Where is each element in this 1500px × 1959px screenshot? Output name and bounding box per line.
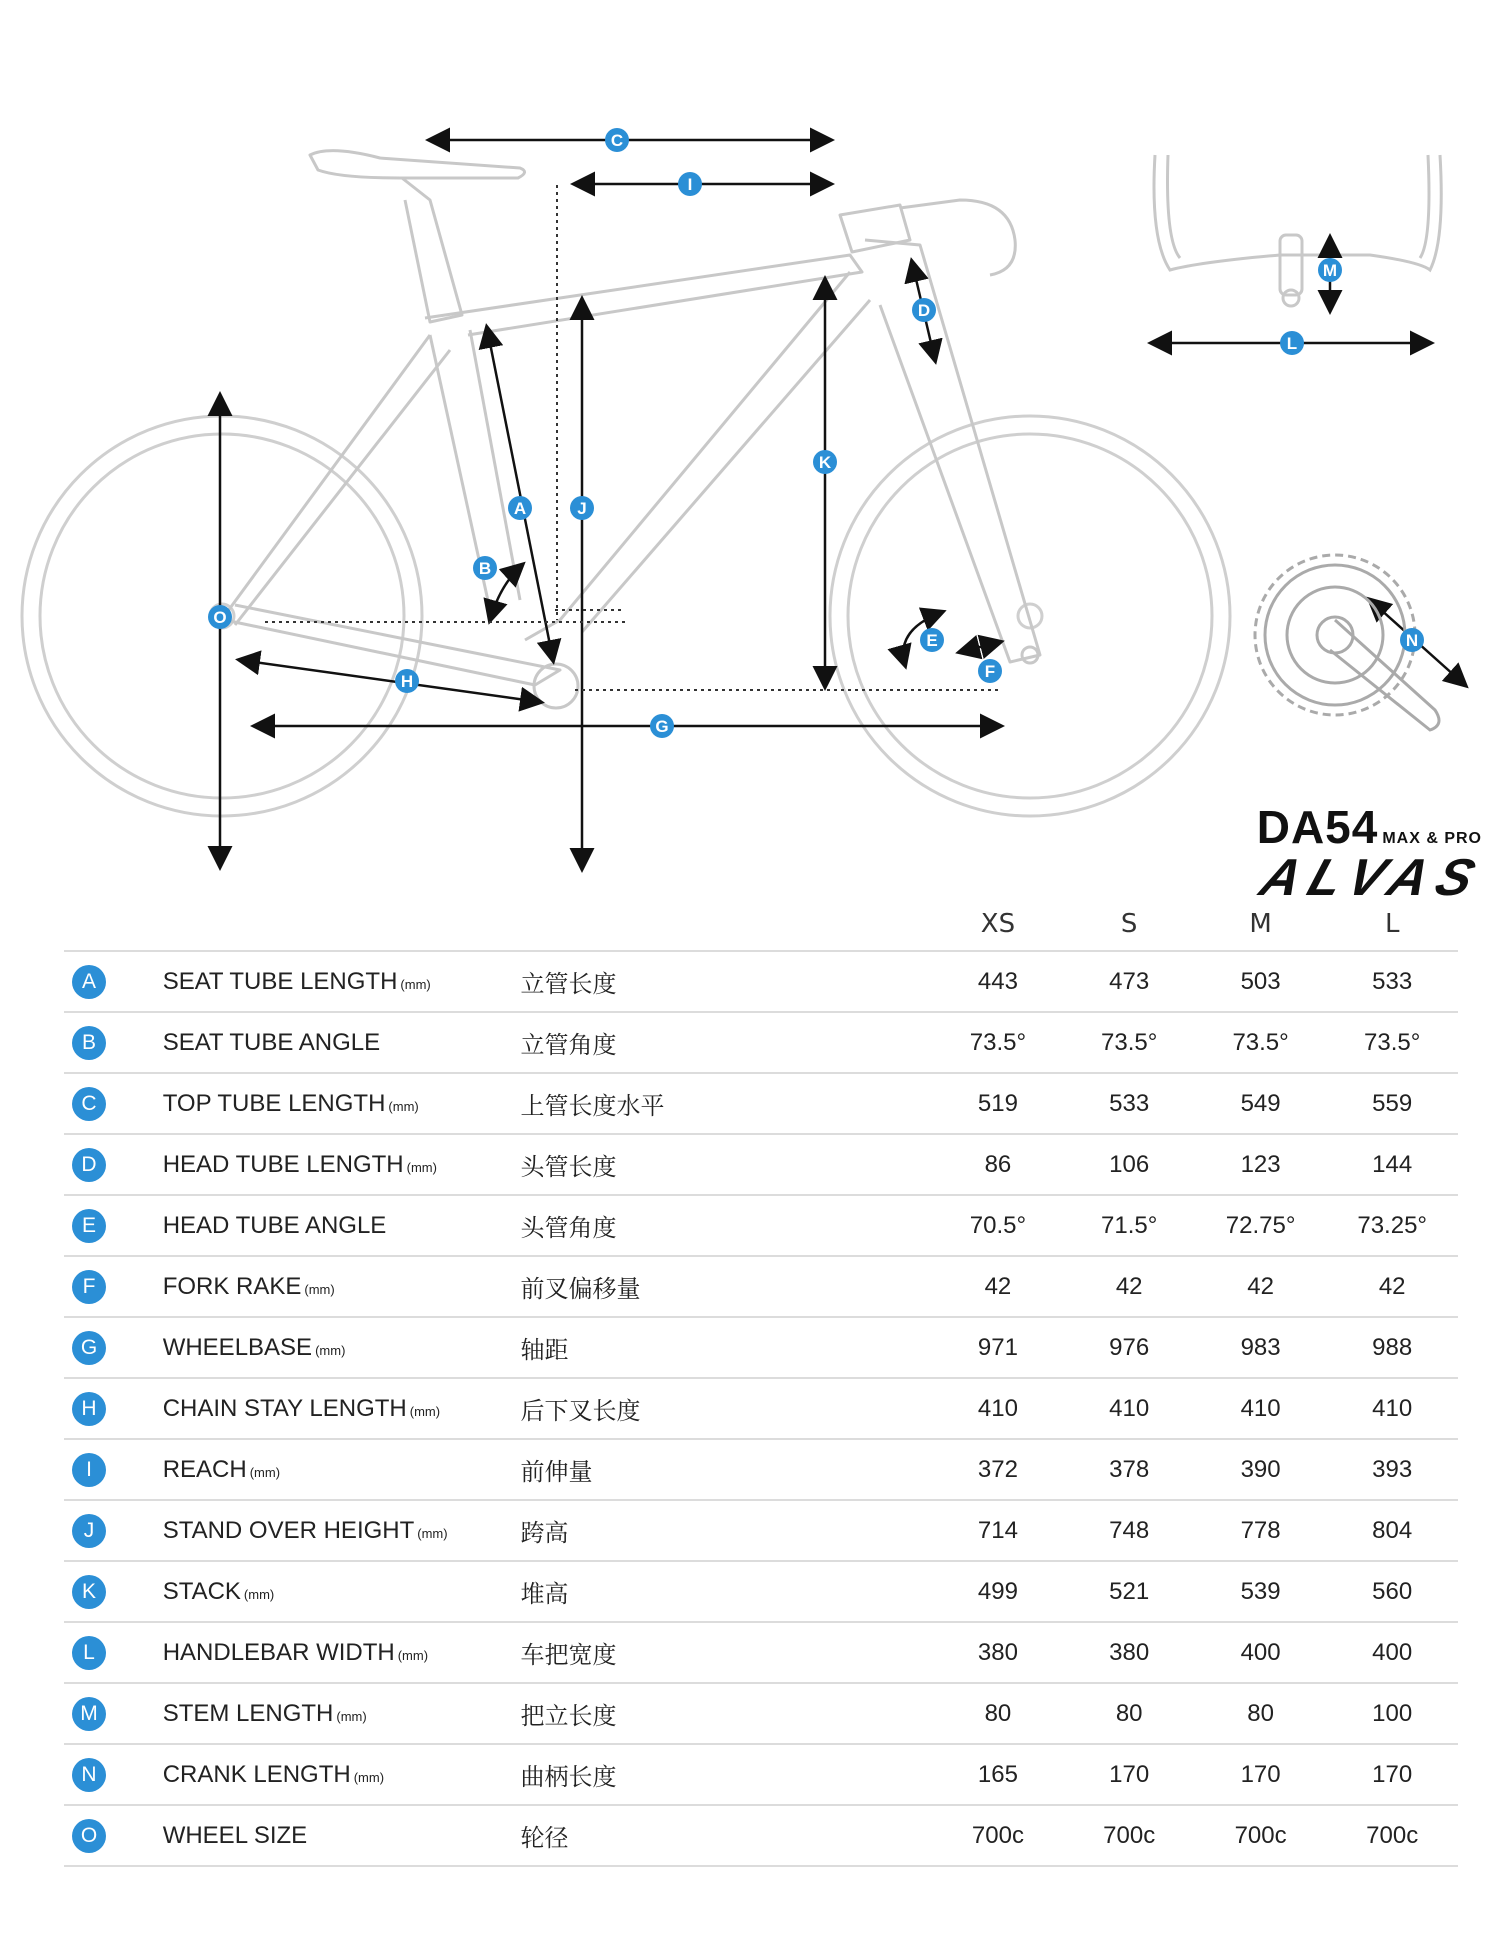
bike-geometry-diagram <box>0 0 1500 900</box>
row-value-s: 533 <box>1064 1073 1195 1134</box>
row-value-l: 73.5° <box>1326 1012 1458 1073</box>
row-value-xs: 971 <box>932 1317 1063 1378</box>
label-marker-e <box>920 628 944 652</box>
table-row <box>64 1378 1458 1439</box>
row-value-xs: 372 <box>932 1439 1063 1500</box>
row-name-en: CHAIN STAY LENGTH <box>162 1394 407 1422</box>
geometry-table <box>64 898 1458 1867</box>
label-marker-h <box>395 669 419 693</box>
diagram-label-markers <box>208 128 1424 738</box>
row-unit: (mm) <box>417 1525 448 1541</box>
row-value-s: 170 <box>1064 1744 1195 1805</box>
table-row <box>64 1622 1458 1683</box>
row-value-xs: 86 <box>932 1134 1063 1195</box>
row-value-l: 100 <box>1326 1683 1458 1744</box>
row-value-l: 400 <box>1326 1622 1458 1683</box>
row-value-s: 106 <box>1064 1134 1195 1195</box>
row-value-s: 73.5° <box>1064 1012 1195 1073</box>
label-marker-b <box>473 556 497 580</box>
row-value-xs: 700c <box>932 1805 1063 1866</box>
row-value-m: 410 <box>1195 1378 1327 1439</box>
table-row <box>64 951 1458 1012</box>
table-row <box>64 1195 1458 1256</box>
row-value-xs: 73.5° <box>932 1012 1063 1073</box>
row-name-cn: 立管角度 <box>520 1012 933 1073</box>
row-value-m: 390 <box>1195 1439 1327 1500</box>
row-name-en: TOP TUBE LENGTH <box>162 1089 386 1117</box>
svg-text:N: N <box>1405 631 1419 650</box>
size-header-l: L <box>1384 909 1400 939</box>
row-unit: (mm) <box>249 1464 281 1480</box>
row-value-xs: 519 <box>932 1073 1063 1134</box>
label-marker-c <box>605 128 629 152</box>
row-value-l: 533 <box>1326 951 1458 1012</box>
row-value-l: 988 <box>1326 1317 1458 1378</box>
svg-text:O: O <box>213 608 227 627</box>
row-name-en: FORK RAKE <box>162 1272 302 1300</box>
row-value-l: 410 <box>1326 1378 1458 1439</box>
row-value-xs: 80 <box>932 1683 1063 1744</box>
row-letter-badge: N <box>72 1758 106 1792</box>
row-value-xs: 714 <box>932 1500 1063 1561</box>
row-letter-badge: I <box>72 1453 106 1487</box>
row-letter-badge: H <box>72 1392 106 1426</box>
row-name-cn: 把立长度 <box>520 1683 933 1744</box>
row-name-en: STEM LENGTH <box>162 1699 334 1727</box>
row-letter-badge: D <box>72 1148 106 1182</box>
brand-logo <box>1253 800 1492 908</box>
row-unit: (mm) <box>400 976 431 992</box>
row-name-en: HANDLEBAR WIDTH <box>162 1638 395 1666</box>
row-value-s: 410 <box>1064 1378 1195 1439</box>
row-value-l: 804 <box>1326 1500 1458 1561</box>
row-value-m: 700c <box>1195 1805 1327 1866</box>
label-marker-m <box>1318 258 1342 282</box>
row-value-m: 123 <box>1195 1134 1327 1195</box>
table-row <box>64 1500 1458 1561</box>
svg-text:K: K <box>818 453 832 472</box>
row-name-en: WHEEL SIZE <box>162 1821 308 1849</box>
row-value-l: 560 <box>1326 1561 1458 1622</box>
size-header-xs: XS <box>980 909 1016 939</box>
row-unit: (mm) <box>406 1159 437 1175</box>
row-value-l: 73.25° <box>1326 1195 1458 1256</box>
row-letter-badge: O <box>72 1819 106 1853</box>
row-value-xs: 499 <box>932 1561 1063 1622</box>
row-name-cn: 跨高 <box>520 1500 933 1561</box>
row-unit: (mm) <box>353 1769 385 1785</box>
row-value-s: 378 <box>1064 1439 1195 1500</box>
row-value-l: 700c <box>1326 1805 1458 1866</box>
svg-text:M: M <box>1322 261 1338 280</box>
table-row <box>64 1073 1458 1134</box>
row-name-cn: 轴距 <box>520 1317 933 1378</box>
table-row <box>64 1805 1458 1866</box>
label-marker-a <box>508 496 532 520</box>
svg-text:C: C <box>610 131 624 150</box>
row-letter-badge: A <box>72 965 106 999</box>
row-unit: (mm) <box>336 1708 367 1724</box>
row-value-xs: 42 <box>932 1256 1063 1317</box>
row-value-s: 380 <box>1064 1622 1195 1683</box>
row-value-m: 170 <box>1195 1744 1327 1805</box>
label-marker-o <box>208 605 232 629</box>
row-name-cn: 立管长度 <box>520 951 933 1012</box>
brand-model: DA54 MAX & PRO <box>1256 801 1482 853</box>
row-value-m: 983 <box>1195 1317 1327 1378</box>
table-row <box>64 1744 1458 1805</box>
row-name-cn: 头管角度 <box>520 1195 933 1256</box>
row-letter-badge: B <box>72 1026 106 1060</box>
label-marker-f <box>978 659 1002 683</box>
row-value-s: 80 <box>1064 1683 1195 1744</box>
row-letter-badge: E <box>72 1209 106 1243</box>
row-name-cn: 轮径 <box>520 1805 933 1866</box>
row-unit: (mm) <box>243 1586 275 1602</box>
table-row <box>64 1317 1458 1378</box>
row-letter-badge: G <box>72 1331 106 1365</box>
size-header-row <box>64 898 1458 951</box>
label-marker-g <box>650 714 674 738</box>
row-value-s: 473 <box>1064 951 1195 1012</box>
row-value-m: 42 <box>1195 1256 1327 1317</box>
table-row <box>64 1561 1458 1622</box>
row-letter-badge: L <box>72 1636 106 1670</box>
row-value-s: 976 <box>1064 1317 1195 1378</box>
row-letter-badge: K <box>72 1575 106 1609</box>
row-unit: (mm) <box>388 1098 419 1114</box>
row-value-m: 72.75° <box>1195 1195 1327 1256</box>
row-name-en: SEAT TUBE ANGLE <box>162 1028 381 1056</box>
table-row <box>64 1439 1458 1500</box>
row-value-m: 80 <box>1195 1683 1327 1744</box>
row-value-l: 144 <box>1326 1134 1458 1195</box>
row-unit: (mm) <box>397 1647 429 1663</box>
label-marker-j <box>570 496 594 520</box>
label-marker-d <box>912 298 936 322</box>
brand-name: ALVAS <box>1253 849 1492 907</box>
row-value-m: 400 <box>1195 1622 1327 1683</box>
row-value-xs: 443 <box>932 951 1063 1012</box>
row-value-s: 521 <box>1064 1561 1195 1622</box>
row-value-s: 42 <box>1064 1256 1195 1317</box>
row-value-s: 748 <box>1064 1500 1195 1561</box>
svg-text:G: G <box>655 717 669 736</box>
svg-text:A: A <box>513 499 527 518</box>
row-name-en: SEAT TUBE LENGTH <box>162 967 398 995</box>
svg-text:I: I <box>687 175 693 194</box>
row-name-en: HEAD TUBE ANGLE <box>162 1211 387 1239</box>
row-letter-badge: J <box>72 1514 106 1548</box>
label-marker-n <box>1400 628 1424 652</box>
row-value-xs: 70.5° <box>932 1195 1063 1256</box>
svg-text:D: D <box>917 301 931 320</box>
handlebar-inset <box>1154 155 1441 306</box>
row-value-xs: 165 <box>932 1744 1063 1805</box>
row-name-cn: 曲柄长度 <box>520 1744 933 1805</box>
row-value-s: 700c <box>1064 1805 1195 1866</box>
row-name-cn: 前叉偏移量 <box>520 1256 933 1317</box>
row-name-cn: 堆高 <box>520 1561 933 1622</box>
row-name-en: WHEELBASE <box>162 1333 313 1361</box>
row-value-m: 778 <box>1195 1500 1327 1561</box>
row-value-l: 559 <box>1326 1073 1458 1134</box>
row-value-m: 539 <box>1195 1561 1327 1622</box>
svg-text:J: J <box>577 499 587 518</box>
row-name-cn: 后下叉长度 <box>520 1378 933 1439</box>
row-value-l: 42 <box>1326 1256 1458 1317</box>
row-name-cn: 前伸量 <box>520 1439 933 1500</box>
row-unit: (mm) <box>315 1342 346 1358</box>
size-header-m: M <box>1249 909 1272 939</box>
svg-text:E: E <box>926 631 938 650</box>
row-name-cn: 上管长度水平 <box>520 1073 933 1134</box>
svg-text:B: B <box>478 559 492 578</box>
row-name-en: STAND OVER HEIGHT <box>162 1516 415 1544</box>
row-value-xs: 380 <box>932 1622 1063 1683</box>
row-name-en: CRANK LENGTH <box>162 1760 351 1788</box>
row-name-cn: 头管长度 <box>520 1134 933 1195</box>
row-letter-badge: F <box>72 1270 106 1304</box>
svg-text:H: H <box>400 672 414 691</box>
row-unit: (mm) <box>409 1403 441 1419</box>
svg-text:F: F <box>984 662 996 681</box>
row-value-xs: 410 <box>932 1378 1063 1439</box>
row-letter-badge: M <box>72 1697 106 1731</box>
row-value-s: 71.5° <box>1064 1195 1195 1256</box>
table-row <box>64 1683 1458 1744</box>
row-letter-badge: C <box>72 1087 106 1121</box>
svg-text:L: L <box>1286 334 1298 353</box>
row-name-en: STACK <box>162 1577 241 1605</box>
row-value-m: 549 <box>1195 1073 1327 1134</box>
row-unit: (mm) <box>304 1281 335 1297</box>
row-value-l: 170 <box>1326 1744 1458 1805</box>
row-value-l: 393 <box>1326 1439 1458 1500</box>
row-name-cn: 车把宽度 <box>520 1622 933 1683</box>
reference-dotted-lines <box>265 185 1000 690</box>
size-header-s: S <box>1120 909 1138 939</box>
label-marker-l <box>1280 331 1304 355</box>
label-marker-k <box>813 450 837 474</box>
row-value-m: 73.5° <box>1195 1012 1327 1073</box>
row-name-en: HEAD TUBE LENGTH <box>162 1150 404 1178</box>
table-row <box>64 1134 1458 1195</box>
table-row <box>64 1256 1458 1317</box>
row-name-en: REACH <box>162 1455 247 1483</box>
row-value-m: 503 <box>1195 951 1327 1012</box>
table-row <box>64 1012 1458 1073</box>
label-marker-i <box>678 172 702 196</box>
